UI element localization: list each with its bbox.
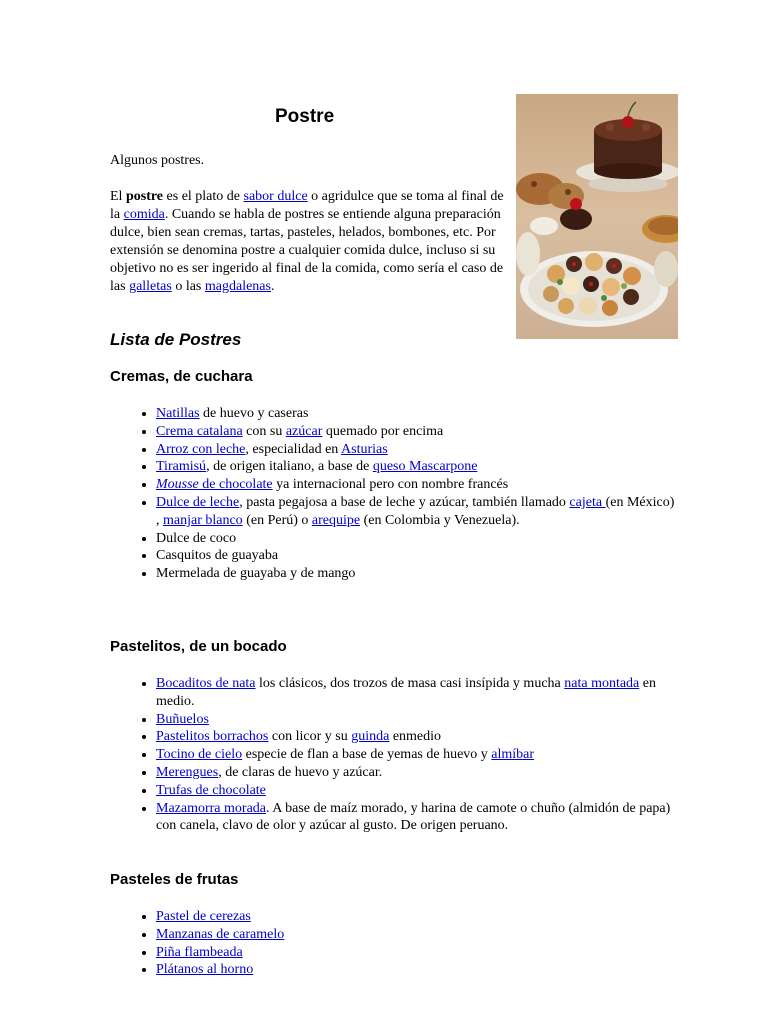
list-item <box>156 764 676 782</box>
link-sabor-dulce[interactable]: sabor dulce <box>243 189 308 204</box>
link-asturias[interactable]: Asturias <box>341 441 388 457</box>
list-item: • Dulce de coco <box>156 530 676 548</box>
item-text: los clásicos, dos trozos de masa casi insípida y mucha <box>255 676 565 691</box>
list-item <box>156 782 676 800</box>
list-item: • Mermelada de guayaba y de mango <box>156 565 676 583</box>
page-title: Postre <box>275 106 335 127</box>
link-mousse-italic: Mousse <box>156 477 199 493</box>
item-text: , especialidad en <box>245 441 342 457</box>
section-heading-frutas: Pasteles de frutas <box>110 871 239 888</box>
item-text: quemado por encima <box>322 423 444 439</box>
link-cajeta[interactable]: cajeta <box>569 494 606 510</box>
section-heading-cremas: Cremas, de cuchara <box>110 368 253 385</box>
list-item: • Casquitos de guayaba <box>156 547 676 565</box>
link-guinda[interactable]: guinda <box>351 729 390 745</box>
item-text: (en México) , <box>156 494 675 528</box>
cremas-list <box>110 405 676 583</box>
link-bunuelos[interactable]: Buñuelos <box>156 711 209 727</box>
item-text: , pasta pegajosa a base de leche y azúcar, también llamado <box>239 494 570 510</box>
item-text: , de origen italiano, a base de <box>206 459 373 475</box>
item-text: (en Colombia y Venezuela). <box>360 512 520 528</box>
intro-bold-term: postre <box>125 189 164 204</box>
link-queso-mascarpone[interactable]: queso Mascarpone <box>372 459 478 475</box>
link-pastel-de-cerezas[interactable]: Pastel de cerezas <box>156 909 251 924</box>
item-text: (en Perú) o <box>242 512 312 528</box>
link-magdalenas[interactable]: magdalenas <box>204 279 271 294</box>
link-galletas[interactable]: galletas <box>129 279 172 294</box>
link-bocaditos-de-nata[interactable]: Bocaditos de nata <box>156 676 256 691</box>
list-item <box>156 961 676 979</box>
link-pina-flambeada[interactable]: Piña flambeada <box>156 944 243 960</box>
intro-paragraph <box>110 188 510 296</box>
list-item <box>156 908 676 926</box>
link-merengues[interactable]: Merengues <box>156 764 219 780</box>
list-item <box>156 441 676 459</box>
link-trufas-de-chocolate[interactable]: Trufas de chocolate <box>156 782 266 798</box>
section-heading-pastelitos: Pastelitos, de un bocado <box>110 638 287 655</box>
intro-text: El <box>110 189 126 204</box>
intro-text: o las <box>171 279 205 294</box>
link-pastelitos-borrachos[interactable]: Pastelitos borrachos <box>156 729 269 745</box>
list-item <box>156 494 676 530</box>
link-mousse-rest: de chocolate <box>198 477 273 493</box>
link-dulce-de-leche[interactable]: Dulce de leche <box>156 494 240 510</box>
link-azucar[interactable]: azúcar <box>285 423 323 439</box>
link-arroz-con-leche[interactable]: Arroz con leche <box>156 441 246 457</box>
link-crema-catalana[interactable]: Crema catalana <box>156 423 243 439</box>
item-text: enmedio <box>389 729 442 745</box>
intro-text: . <box>270 279 275 294</box>
intro-caption: Algunos postres. <box>110 153 205 168</box>
list-item <box>156 800 676 836</box>
link-mousse-de-chocolate[interactable] <box>156 477 273 492</box>
item-text: con licor y su <box>268 729 352 745</box>
intro-text: . Cuando se habla de postres se entiende alguna preparación dulce, bien sean cremas, tartas, pasteles, helados, bombones, etc. Por extensión se denomina postre a cualquier comida dulce, incluso si su objetivo no es ser ingerido al final de la comida, como sería el caso de las <box>110 207 504 294</box>
list-item <box>156 476 676 494</box>
link-manjar-blanco[interactable]: manjar blanco <box>163 512 243 528</box>
link-nata-montada[interactable]: nata montada <box>564 676 640 691</box>
link-platanos-al-horno[interactable]: Plátanos al horno <box>156 962 254 978</box>
item-text: . A base de maíz morado, y harina de camote o chuño (almidón de papa) con canela, clavo de olor y azúcar al gusto. De origen peruano. <box>156 800 671 834</box>
link-almibar[interactable]: almíbar <box>491 747 535 763</box>
item-text: con su <box>242 423 286 439</box>
item-text: especie de flan a base de yemas de huevo y <box>242 747 492 763</box>
link-tiramisu[interactable]: Tiramisú <box>156 459 207 475</box>
link-comida[interactable]: comida <box>123 207 165 222</box>
intro-text: o agridulce que se toma al final de la <box>110 189 504 222</box>
list-item <box>156 423 676 441</box>
list-item <box>156 405 676 423</box>
list-item <box>156 675 676 711</box>
item-text: ya internacional pero con nombre francés <box>272 477 509 493</box>
list-item <box>156 926 676 944</box>
list-item <box>156 458 676 476</box>
link-mazamorra-morada[interactable]: Mazamorra morada <box>156 800 266 816</box>
item-text: en medio. <box>156 676 656 709</box>
link-manzanas-de-caramelo[interactable]: Manzanas de caramelo <box>156 926 285 942</box>
frutas-list <box>110 908 676 979</box>
item-text: , de claras de huevo y azúcar. <box>218 764 383 780</box>
list-heading: Lista de Postres <box>110 330 242 349</box>
list-item <box>156 728 676 746</box>
list-item <box>156 711 676 729</box>
link-natillas[interactable]: Natillas <box>156 406 200 421</box>
link-tocino-de-cielo[interactable]: Tocino de cielo <box>156 747 243 763</box>
pastelitos-list <box>110 675 676 835</box>
link-arequipe[interactable]: arequipe <box>311 512 361 528</box>
list-item <box>156 746 676 764</box>
list-item <box>156 944 676 962</box>
intro-text: es el plato de <box>163 189 244 204</box>
item-text: de huevo y caseras <box>199 406 309 421</box>
desserts-photo <box>516 94 678 339</box>
